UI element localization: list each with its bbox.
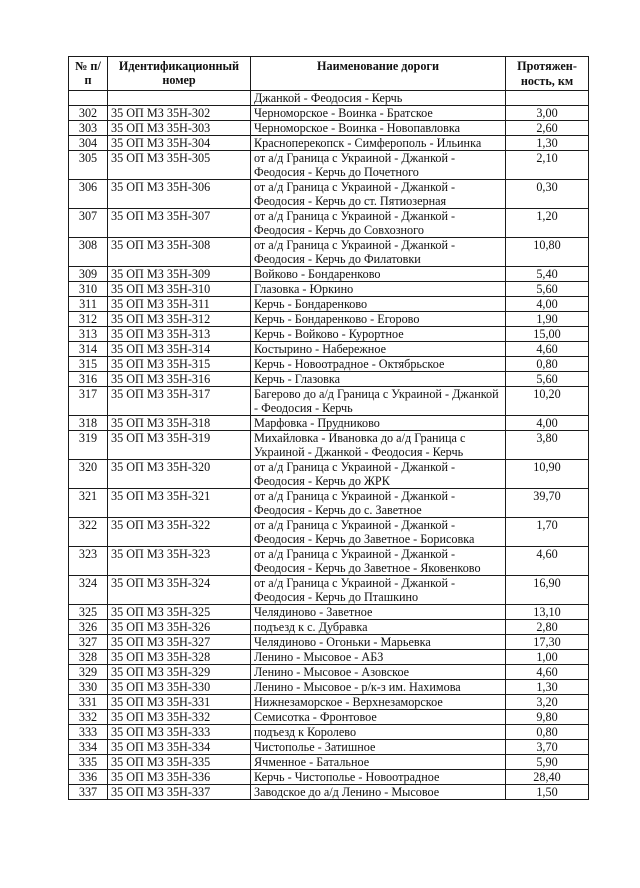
row-num: 327 [69,635,108,650]
row-id: 35 ОП МЗ 35Н-316 [108,372,251,387]
row-id: 35 ОП МЗ 35Н-322 [108,518,251,547]
table-header-row [69,57,589,91]
row-name: Челядиново - Заветное [251,605,506,620]
row-name: от а/д Граница с Украиной - Джанкой - Феодосия - Керчь до Заветное - Яковенково [251,547,506,576]
row-id: 35 ОП МЗ 35Н-334 [108,740,251,755]
table-row [69,547,589,576]
row-length: 1,20 [506,209,589,238]
row-length: 5,60 [506,282,589,297]
row-id: 35 ОП МЗ 35Н-326 [108,620,251,635]
table-row [69,460,589,489]
row-name: Заводское до а/д Ленино - Мысовое [251,785,506,800]
table-row [69,680,589,695]
table-row [69,312,589,327]
row-id: 35 ОП МЗ 35Н-327 [108,635,251,650]
header-name: Наименование дороги [251,57,506,91]
row-id: 35 ОП МЗ 35Н-313 [108,327,251,342]
row-num: 307 [69,209,108,238]
table-row [69,785,589,800]
row-name: от а/д Граница с Украиной - Джанкой - Феодосия - Керчь до Совхозного [251,209,506,238]
row-length: 1,00 [506,650,589,665]
row-num: 316 [69,372,108,387]
row-length: 3,20 [506,695,589,710]
row-name: Краснoперекопск - Симферополь - Ильинка [251,136,506,151]
row-length: 1,90 [506,312,589,327]
row-num: 321 [69,489,108,518]
table-row [69,605,589,620]
row-length: 39,70 [506,489,589,518]
row-id: 35 ОП МЗ 35Н-310 [108,282,251,297]
table-row [69,121,589,136]
table-row [69,635,589,650]
row-id: 35 ОП МЗ 35Н-328 [108,650,251,665]
row-name: Глазовка - Юркино [251,282,506,297]
row-length: 5,60 [506,372,589,387]
row-id: 35 ОП МЗ 35Н-302 [108,106,251,121]
row-name: Михайловка - Ивановка до а/д Граница с Украиной - Джанкой - Феодосия - Керчь [251,431,506,460]
row-id: 35 ОП МЗ 35Н-317 [108,387,251,416]
row-length: 4,60 [506,342,589,357]
row-num: 309 [69,267,108,282]
row-length: 15,00 [506,327,589,342]
row-num: 313 [69,327,108,342]
row-name: от а/д Граница с Украиной - Джанкой - Феодосия - Керчь до Пташкино [251,576,506,605]
row-length: 10,90 [506,460,589,489]
table-row [69,770,589,785]
row-length: 13,10 [506,605,589,620]
row-num: 336 [69,770,108,785]
row-num: 332 [69,710,108,725]
row-num: 304 [69,136,108,151]
table-row [69,620,589,635]
table-row [69,489,589,518]
row-name: Керчь - Чистополье - Новоотрадное [251,770,506,785]
row-id: 35 ОП МЗ 35Н-324 [108,576,251,605]
table-row [69,431,589,460]
table-row [69,267,589,282]
row-name: Ленино - Мысовое - АБЗ [251,650,506,665]
row-num: 305 [69,151,108,180]
row-name: Марфовка - Прудниково [251,416,506,431]
row-name: Челядиново - Огоньки - Марьевка [251,635,506,650]
table-row [69,297,589,312]
row-id: 35 ОП МЗ 35Н-337 [108,785,251,800]
row-num: 322 [69,518,108,547]
row-name: от а/д Граница с Украиной - Джанкой - Феодосия - Керчь до ст. Пятиозерная [251,180,506,209]
table-row [69,416,589,431]
header-length: Протяжен-ность, км [506,57,589,91]
row-num: 306 [69,180,108,209]
row-num: 311 [69,297,108,312]
row-num: 308 [69,238,108,267]
row-name: от а/д Граница с Украиной - Джанкой - Феодосия - Керчь до Филатовки [251,238,506,267]
row-num: 333 [69,725,108,740]
row-id: 35 ОП МЗ 35Н-311 [108,297,251,312]
row-length: 2,80 [506,620,589,635]
row-length: 5,40 [506,267,589,282]
table-row [69,209,589,238]
row-name: от а/д Граница с Украиной - Джанкой - Феодосия - Керчь до Заветное - Борисовка [251,518,506,547]
table-row [69,387,589,416]
row-name: Костырино - Набережное [251,342,506,357]
row-num: 324 [69,576,108,605]
row-id: 35 ОП МЗ 35Н-305 [108,151,251,180]
row-name: Чистополье - Затишное [251,740,506,755]
table-row [69,238,589,267]
row-length: 1,70 [506,518,589,547]
row-length: 9,80 [506,710,589,725]
row-id: 35 ОП МЗ 35Н-318 [108,416,251,431]
table-row [69,695,589,710]
row-num: 335 [69,755,108,770]
table-row [69,106,589,121]
row-length: 28,40 [506,770,589,785]
table-row [69,180,589,209]
table-row [69,327,589,342]
table-row [69,342,589,357]
row-name: от а/д Граница с Украиной - Джанкой - Феодосия - Керчь до ЖРК [251,460,506,489]
row-length: 1,30 [506,680,589,695]
row-length: 0,30 [506,180,589,209]
row-id: 35 ОП МЗ 35Н-303 [108,121,251,136]
row-length: 5,90 [506,755,589,770]
row-num: 320 [69,460,108,489]
row-id: 35 ОП МЗ 35Н-309 [108,267,251,282]
row-id: 35 ОП МЗ 35Н-333 [108,725,251,740]
continuation-length [506,91,589,106]
row-length: 16,90 [506,576,589,605]
row-id: 35 ОП МЗ 35Н-306 [108,180,251,209]
row-name: Керчь - Бондаренково - Егорово [251,312,506,327]
row-id: 35 ОП МЗ 35Н-315 [108,357,251,372]
row-id: 35 ОП МЗ 35Н-304 [108,136,251,151]
table-row [69,650,589,665]
row-num: 323 [69,547,108,576]
row-id: 35 ОП МЗ 35Н-325 [108,605,251,620]
continuation-row [69,91,589,106]
table-row [69,740,589,755]
row-name: Нижнезаморское - Верхнезаморское [251,695,506,710]
row-id: 35 ОП МЗ 35Н-335 [108,755,251,770]
table-row [69,136,589,151]
row-id: 35 ОП МЗ 35Н-323 [108,547,251,576]
row-num: 325 [69,605,108,620]
table-row [69,282,589,297]
table-row [69,518,589,547]
row-num: 330 [69,680,108,695]
row-length: 2,10 [506,151,589,180]
row-name: подъезд к Королево [251,725,506,740]
row-length: 4,00 [506,416,589,431]
row-name: Черноморское - Воинка - Братское [251,106,506,121]
row-num: 303 [69,121,108,136]
row-id: 35 ОП МЗ 35Н-336 [108,770,251,785]
table-body [69,91,589,800]
row-id: 35 ОП МЗ 35Н-330 [108,680,251,695]
header-num: № п/п [69,57,108,91]
row-name: Черноморское - Воинка - Новопавловка [251,121,506,136]
row-length: 3,70 [506,740,589,755]
continuation-num [69,91,108,106]
row-id: 35 ОП МЗ 35Н-331 [108,695,251,710]
row-num: 331 [69,695,108,710]
row-id: 35 ОП МЗ 35Н-329 [108,665,251,680]
row-id: 35 ОП МЗ 35Н-320 [108,460,251,489]
row-name: Керчь - Войково - Курортное [251,327,506,342]
document-page [68,56,584,800]
row-id: 35 ОП МЗ 35Н-332 [108,710,251,725]
row-num: 318 [69,416,108,431]
row-name: Ленино - Мысовое - Азовское [251,665,506,680]
table-row [69,357,589,372]
row-id: 35 ОП МЗ 35Н-307 [108,209,251,238]
row-num: 317 [69,387,108,416]
row-num: 319 [69,431,108,460]
row-name: Керчь - Новоотрадное - Октябрьское [251,357,506,372]
row-name: подъезд к с. Дубравка [251,620,506,635]
row-name: Войково - Бондаренково [251,267,506,282]
table-row [69,372,589,387]
table-row [69,151,589,180]
continuation-id [108,91,251,106]
row-name: от а/д Граница с Украиной - Джанкой - Феодосия - Керчь до с. Заветное [251,489,506,518]
row-length: 0,80 [506,725,589,740]
row-num: 310 [69,282,108,297]
table-row [69,755,589,770]
table-row [69,710,589,725]
row-name: Багерово до а/д Граница с Украиной - Джанкой - Феодосия - Керчь [251,387,506,416]
row-id: 35 ОП МЗ 35Н-319 [108,431,251,460]
row-num: 328 [69,650,108,665]
row-num: 314 [69,342,108,357]
continuation-name: Джанкой - Феодосия - Керчь [251,91,506,106]
row-num: 312 [69,312,108,327]
row-name: от а/д Граница с Украиной - Джанкой - Феодосия - Керчь до Почетного [251,151,506,180]
table-row [69,665,589,680]
row-num: 326 [69,620,108,635]
row-num: 315 [69,357,108,372]
row-length: 3,80 [506,431,589,460]
header-id: Идентификационный номер [108,57,251,91]
row-name: Семисотка - Фронтовое [251,710,506,725]
row-length: 10,80 [506,238,589,267]
row-length: 0,80 [506,357,589,372]
row-length: 3,00 [506,106,589,121]
row-id: 35 ОП МЗ 35Н-321 [108,489,251,518]
row-num: 329 [69,665,108,680]
row-length: 10,20 [506,387,589,416]
row-num: 337 [69,785,108,800]
row-length: 2,60 [506,121,589,136]
row-name: Керчь - Бондаренково [251,297,506,312]
row-id: 35 ОП МЗ 35Н-308 [108,238,251,267]
row-id: 35 ОП МЗ 35Н-312 [108,312,251,327]
row-length: 1,50 [506,785,589,800]
roads-table [68,56,589,800]
row-length: 1,30 [506,136,589,151]
row-length: 17,30 [506,635,589,650]
row-name: Керчь - Глазовка [251,372,506,387]
row-id: 35 ОП МЗ 35Н-314 [108,342,251,357]
row-length: 4,00 [506,297,589,312]
row-num: 302 [69,106,108,121]
row-name: Ленино - Мысовое - р/к-з им. Нахимова [251,680,506,695]
row-length: 4,60 [506,547,589,576]
row-length: 4,60 [506,665,589,680]
table-row [69,576,589,605]
table-row [69,725,589,740]
row-name: Ячменное - Батальное [251,755,506,770]
row-num: 334 [69,740,108,755]
